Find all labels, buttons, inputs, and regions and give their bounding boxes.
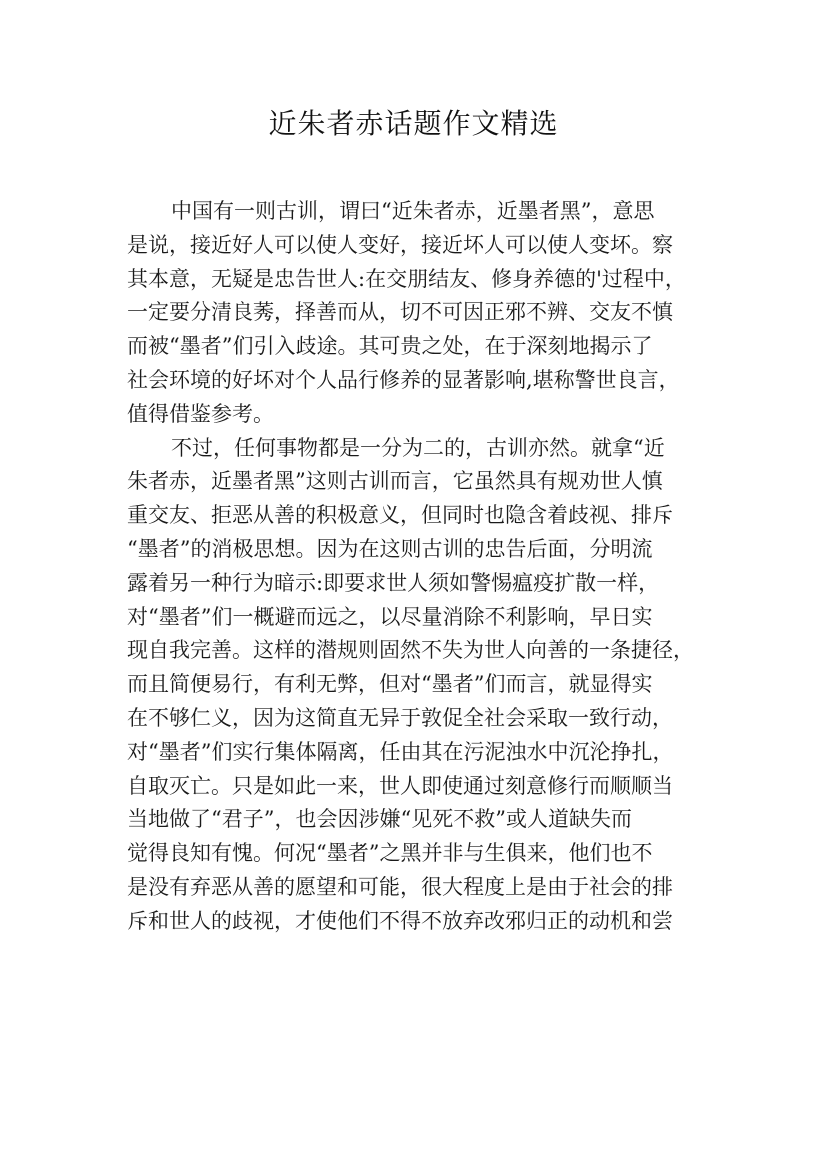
text-line: 而被“墨者”们引入歧途。其可贵之处，在于深刻地揭示了	[127, 334, 653, 359]
text-line	[127, 939, 701, 973]
text-line: 一定要分清良莠，择善而从，切不可因正邪不辨、交友不慎	[127, 300, 673, 325]
text-line: 自取灭亡。只是如此一来，世人即使通过刻意修行而顺顺当	[127, 773, 673, 798]
text-line: 当地做了“君子”，也会因涉嫌“见死不救”或人道缺失而	[127, 807, 632, 832]
text-line: 值得借鉴参考。	[127, 401, 274, 426]
text-line: 露着另一种行为暗示:即要求世人须如警惕瘟疫扩散一样，	[127, 570, 660, 595]
text-line: 不过，任何事物都是一分为二的，古训亦然。就拿“近	[171, 435, 665, 460]
text-line: 中国有一则古训，谓曰“近朱者赤，近墨者黑”，意思	[171, 199, 655, 223]
document-title: 近朱者赤话题作文精选	[268, 107, 559, 140]
text-line: 在不够仁义，因为这简直无异于敦促全社会采取一致行动，	[127, 705, 673, 730]
text-line: 觉得良知有愧。何况“墨者”之黑并非与生俱来，他们也不	[127, 841, 653, 866]
text-line: 现自我完善。这样的潜规则固然不失为世人向善的一条捷径，	[127, 638, 694, 663]
text-line	[127, 972, 701, 1006]
document-body	[127, 195, 701, 1006]
text-line: 是没有弃恶从善的愿望和可能，很大程度上是由于社会的排	[127, 874, 673, 899]
text-line: 朱者赤，近墨者黑”这则古训而言，它虽然具有规劝世人慎	[127, 469, 663, 494]
text-line: 重交友、拒恶从善的积极意义，但同时也隐含着歧视、排斥	[127, 503, 673, 528]
paragraph-2	[127, 432, 701, 1007]
text-line: 对“墨者”们一概避而远之，以尽量消除不利影响，早日实	[127, 604, 653, 629]
text-line: 对“墨者”们实行集体隔离，任由其在污泥浊水中沉沦挣扎，	[127, 739, 674, 764]
text-line: 社会环境的好坏对个人品行修养的显著影响,堪称警世良言，	[127, 367, 680, 392]
text-line: 其本意，无疑是忠告世人:在交朋结友、修身养德的'过程中，	[127, 266, 686, 291]
paragraph-1	[127, 195, 701, 432]
text-line: 而且简便易行，有利无弊，但对“墨者”们而言，就显得实	[127, 672, 653, 697]
text-line: 斥和世人的歧视，才使他们不得不放弃改邪归正的动机和尝	[127, 908, 673, 933]
text-line: 是说，接近好人可以使人变好，接近坏人可以使人变坏。察	[127, 232, 673, 257]
text-line: “墨者”的消极思想。因为在这则古训的忠告后面，分明流	[127, 536, 653, 561]
